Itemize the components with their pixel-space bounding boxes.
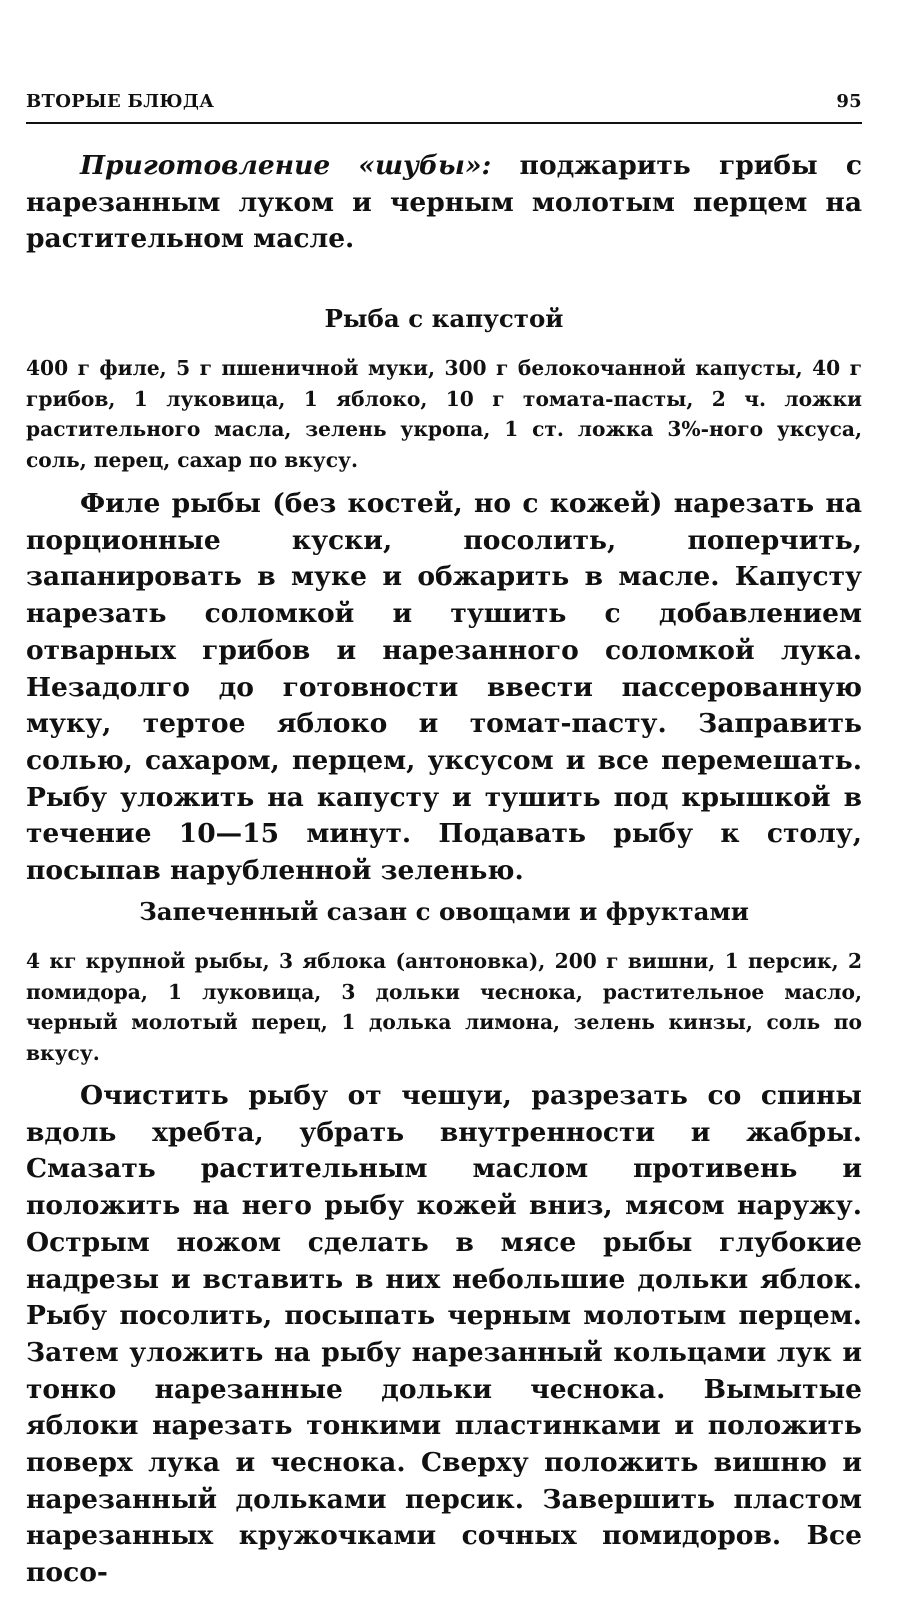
recipe-title: Запеченный сазан с овощами и фруктами [139,897,749,926]
intro-lead: Приготовление «шубы»: [80,150,492,181]
intro-text: поджарить грибы с нарезанным луком и черным молотым перцем на растительном масле. [26,150,862,255]
intro-paragraph [26,148,862,258]
recipe-title: Рыба с капустой [324,304,564,333]
section-title: ВТОРЫЕ БЛЮДА [26,91,215,112]
recipe-ingredients: 400 г филе, 5 г пшеничной муки, 300 г белокочанной капусты, 40 г грибов, 1 луковица, 1 яблоко, 10 г томата-пасты, 2 ч. ложки растительного масла, зелень укропа, 1 ст. ложка 3%-ного уксуса, соль, перец, сахар по вкусу. [26,356,862,472]
book-page [26,0,862,1600]
recipe-steps: Филе рыбы (без костей, но с кожей) нарезать на порционные куски, посолить, поперчить, запанировать в муке и обжарить в масле. Капусту нарезать соломкой и тушить с добавлением отварных грибов и нарезанного соломкой лука. Незадолго до готовности ввести пассерованную муку, тертое яблоко и томат-пасту. Заправить солью, сахаром, перцем, уксусом и все перемешать. Рыбу уложить на капусту и тушить под крышкой в течение 10—15 минут. Подавать рыбу к столу, посыпав нарубленной зеленью. [26,488,862,887]
recipe-ingredients: 4 кг крупной рыбы, 3 яблока (антоновка), 200 г вишни, 1 персик, 2 помидора, 1 луковица, 3 дольки чеснока, растительное масло, черный молотый перец, 1 долька лимона, зелень кинзы, соль по вкусу. [26,949,862,1065]
running-head [26,88,862,112]
header-rule [26,122,862,124]
page-number: 95 [836,91,862,112]
recipe-steps: Очистить рыбу от чешуи, разрезать со спины вдоль хребта, убрать внутренности и жабры. Смазать растительным маслом противень и положить на него рыбу кожей вниз, мясом наружу. Острым ножом сделать в мясе рыбы глубокие надрезы и вставить в них небольшие дольки яблок. Рыбу посолить, посыпать черным молотым перцем. Затем уложить на рыбу нарезанный кольцами лук и тонко нарезанные дольки чеснока. Вымытые яблоки нарезать тонкими пластинками и положить поверх лука и чеснока. Сверху положить вишню и нарезанный дольками персик. Завершить пластом нарезанных кружочками сочных помидоров. Все посо- [26,1080,862,1589]
